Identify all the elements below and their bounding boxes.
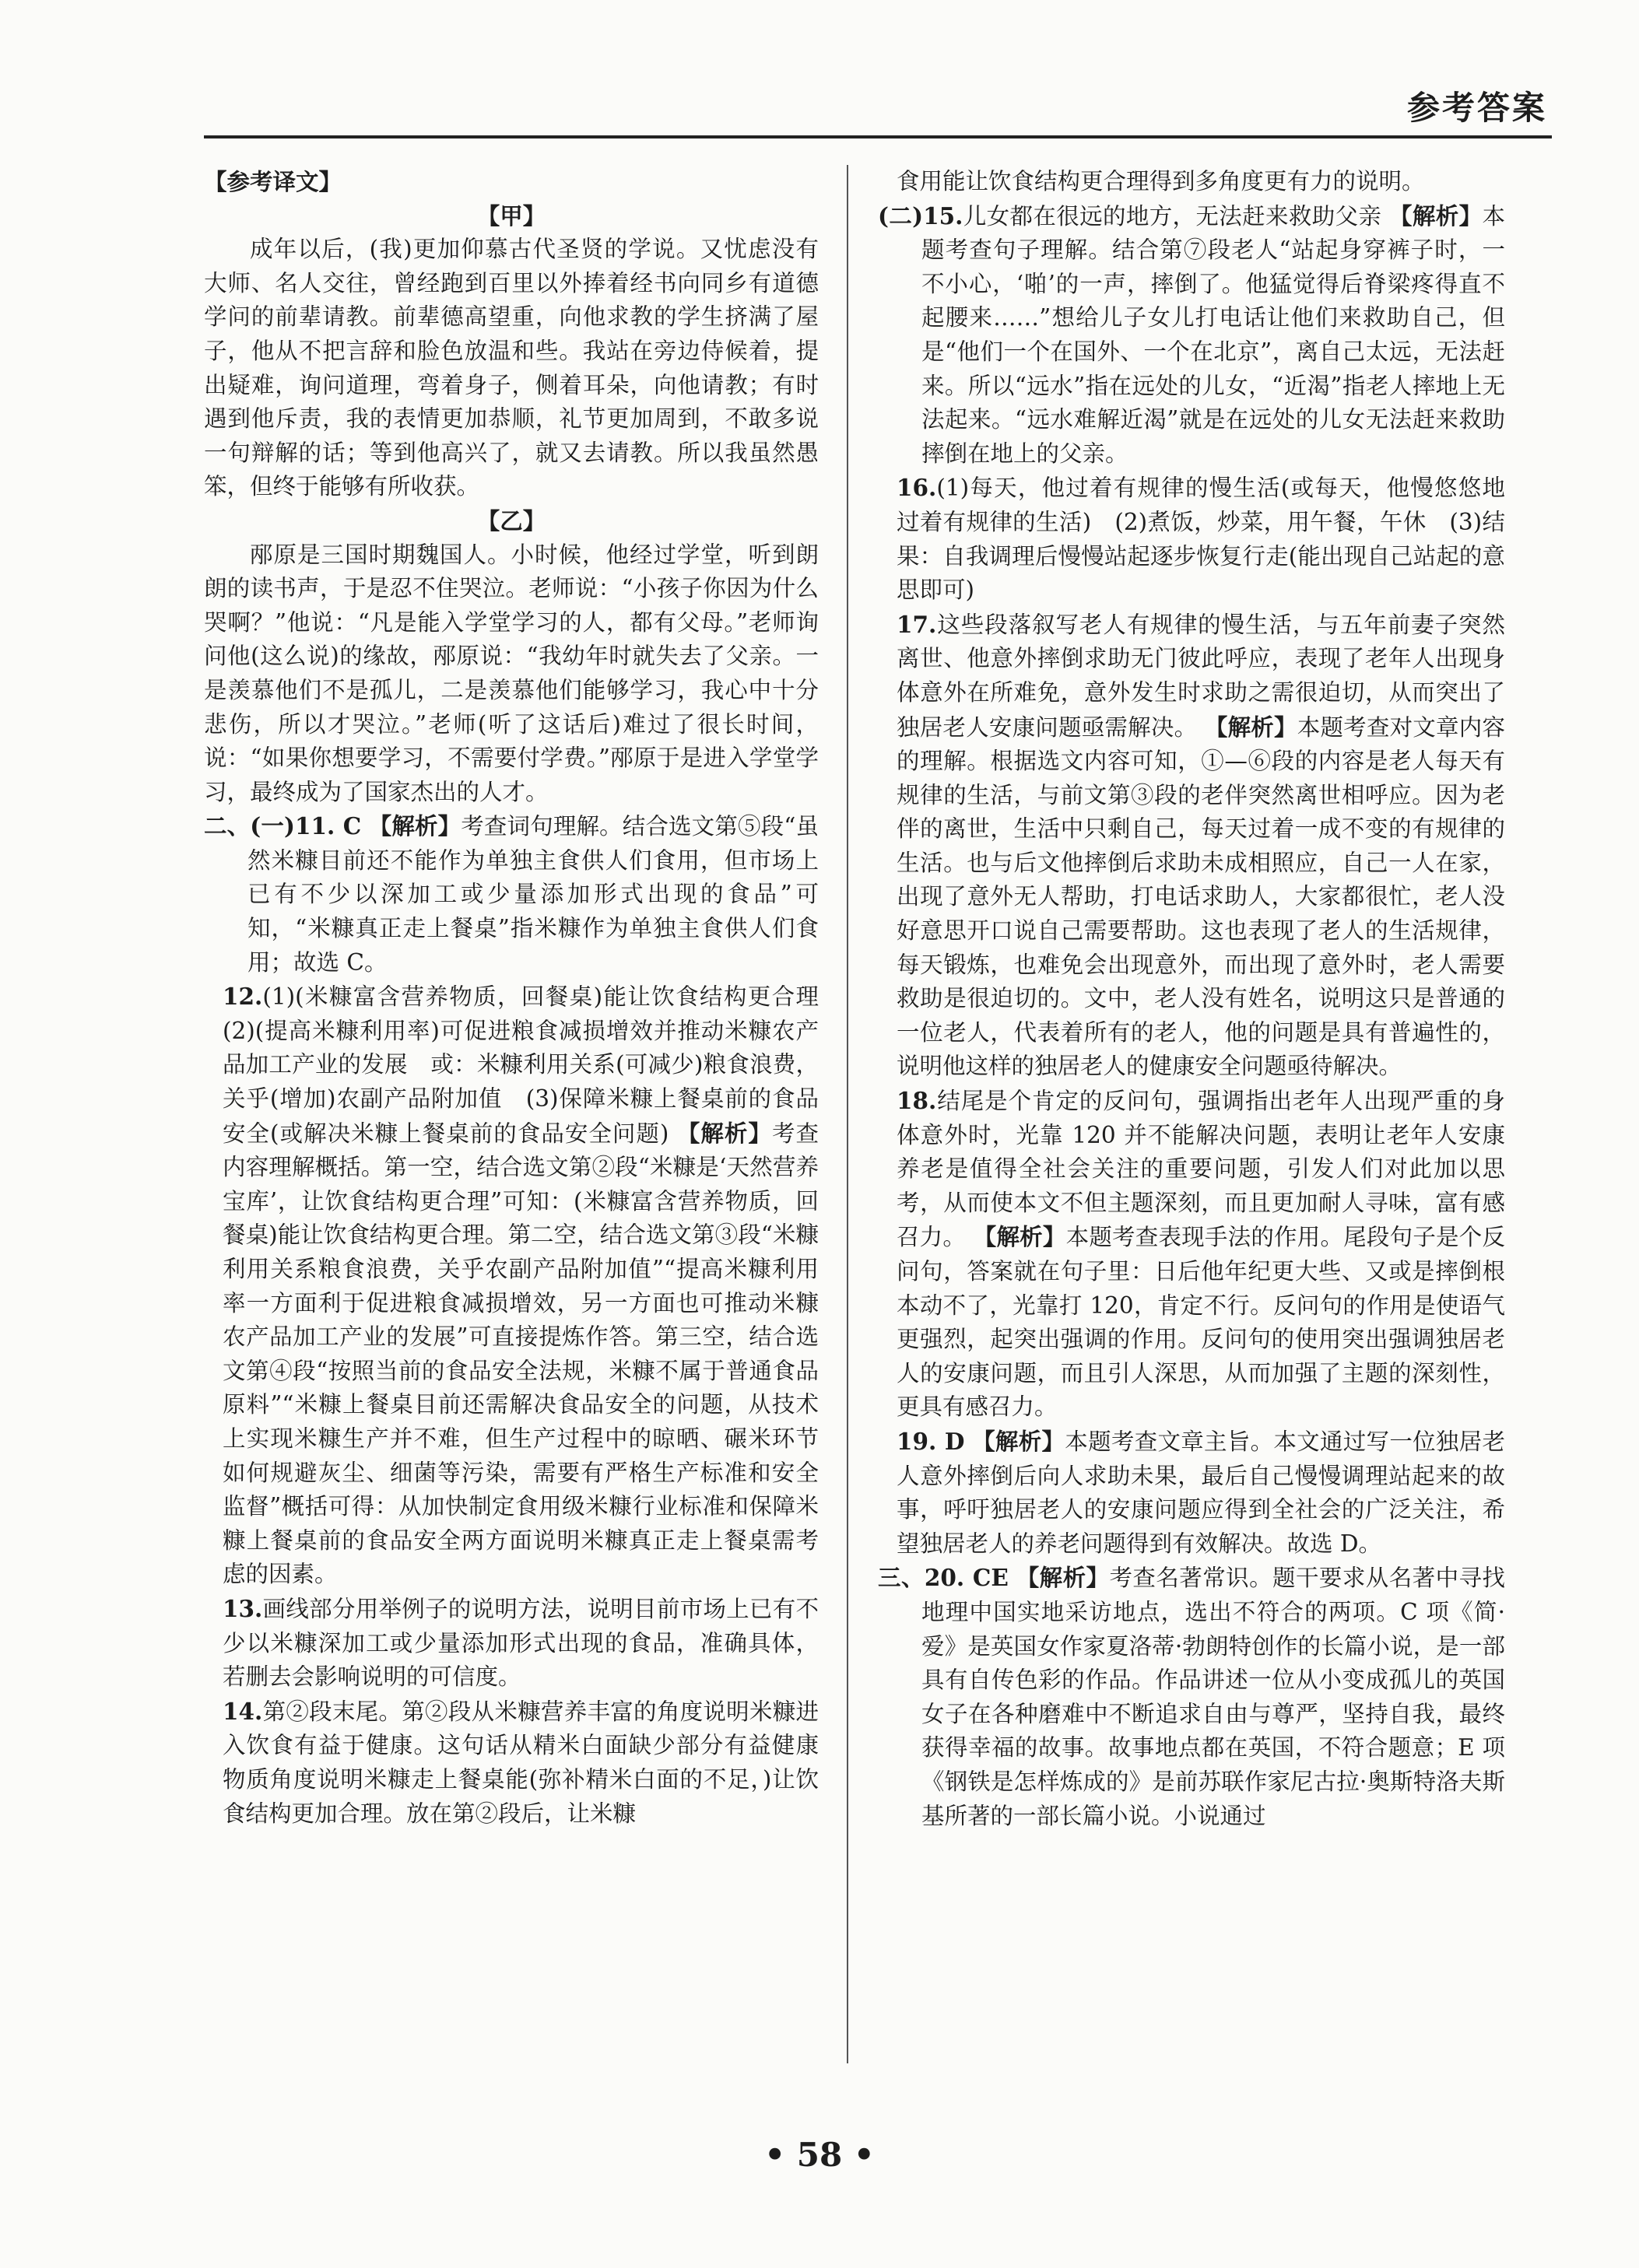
answer-14 bbox=[204, 1695, 819, 1831]
answer-text: 考查词句理解。结合选文第⑤段“虽然米糠目前还不能作为单独主食供人们食用，但市场上已有不少以深加工或少量添加形式出现的食品”可知，“米糠真正走上餐桌”指米糠作为单独主食供人们食用；故选 C。 bbox=[247, 813, 819, 976]
paragraph-yi: 邴原是三国时期魏国人。小时候，他经过学堂，听到朗朗的读书声，于是忍不住哭泣。老师说：“小孩子你因为什么哭啊？”他说：“凡是能入学堂学习的人，都有父母。”老师询问他(这么说)的缘故，邴原说：“我幼年时就失去了父亲。一是羡慕他们不是孤儿，二是羡慕他们能够学习，我心中十分悲伤，所以才哭泣。”老师(听了这话后)难过了很长时间，说：“如果你想要学习，不需要付学费。”邴原于是进入学堂学习，最终成为了国家杰出的人才。 bbox=[204, 541, 819, 805]
answer-19 bbox=[878, 1425, 1505, 1561]
column-divider bbox=[847, 165, 848, 2063]
answer-number: 18. bbox=[897, 1087, 937, 1115]
analysis-text: 考查内容理解概括。第一空，结合选文第②段“米糠是‘天然营养宝库’，让饮食结构更合理”可知：(米糠富含营养物质，回餐桌)能让饮食结构更合理。第二空，结合选文第③段“米糠利用关系粮食浪费，关乎农副产品附加值”“提高米糠利用率一方面利于促进粮食减损增效，另一方面也可推动米糠农产品加工产业的发展”可直接提炼作答。第三空，结合选文第④段“按照当前的食品安全法规，米糠不属于普通食品原料”“米糠上餐桌目前还需解决食品安全的问题，从技术上实现米糠生产并不难，但生产过程中的晾晒、碾米环节如何规避灰尘、细菌等污染，需要有严格生产标准和安全监督”概括可得：从加快制定食用级米糠行业标准和保障米糠上餐桌前的食品安全两方面说明米糠真正走上餐桌需考虑的因素。 bbox=[223, 1120, 819, 1588]
answer-text: (1)(米糠富含营养物质，回餐桌)能让饮食结构更合理 (2)(提高米糠利用率)可促进粮食减损增效并推动米糠农产品加工产业的发展 或：米糠利用关系(可减少)粮食浪费，关乎(增加)农副产品附加值 (3)保障米糠上餐桌前的食品安全(或解决米糠上餐桌前的食品安全问题) bbox=[223, 983, 842, 1147]
answer-12 bbox=[204, 980, 842, 1592]
analysis-label: 【解析】 bbox=[1389, 202, 1483, 230]
answer-text: (1)每天，他过着有规律的慢生活(或每天，他慢悠悠地过着有规律的生活) (2)煮饭，炒菜，用午餐，午休 (3)结果：自我调理后慢慢站起逐步恢复行走(能出现自己站起的意思即可) bbox=[897, 475, 1505, 604]
subheading-yi: 【乙】 bbox=[476, 507, 546, 535]
answer-text: 这些段落叙写老人有规律的慢生活，与五年前妻子突然离世、他意外摔倒求助无门彼此呼应，表现了老年人出现身体意外在所难免，意外发生时求助之需很迫切，从而突出了独居老人安康问题亟需解决。 bbox=[897, 611, 1505, 741]
left-column bbox=[204, 165, 842, 1831]
answer-number: 三、20. CE bbox=[878, 1564, 1009, 1592]
analysis-label: 【解析】 bbox=[1204, 713, 1297, 741]
answer-number: 12. bbox=[223, 983, 263, 1011]
section-heading: 【参考译文】 bbox=[204, 168, 342, 195]
answer-text: 画线部分用举例子的说明方法，说明目前市场上已有不少以米糠深加工或少量添加形式出现的食品，准确具体，若删去会影响说明的可信度。 bbox=[223, 1595, 819, 1691]
answer-13 bbox=[204, 1592, 819, 1695]
right-column bbox=[878, 165, 1505, 1833]
analysis-text: 本题考查表现手法的作用。尾段句子是个反问句，答案就在句子里：日后他年纪更大些、又或是摔倒根本动不了，光靠打 120，肯定不行。反问句的作用是使语气更强烈，起突出强调的作用。反问句的使用突出强调独居老人的安康问题，而且引人深思，从而加强了主题的深刻性，更具有感召力。 bbox=[897, 1224, 1505, 1421]
answer-number: 14. bbox=[223, 1697, 263, 1725]
analysis-label: 【解析】 bbox=[972, 1427, 1065, 1455]
answer-number: 19. D bbox=[897, 1427, 965, 1455]
analysis-text: 本题考查对文章内容的理解。根据选文内容可知，①—⑥段的内容是老人每天有规律的生活，与前文第③段的老伴突然离世相呼应。因为老伴的离世，生活中只剩自己，每天过着一成不变的有规律的生活。也与后文他摔倒后求助未成相照应，自己一人在家，出现了意外无人帮助，打电话求助人，大家都很忙，老人没好意思开口说自己需要帮助。这也表现了老人的生活规律，每天锻炼，也难免会出现意外，而出现了意外时，老人需要救助是很迫切的。文中，老人没有姓名，说明这只是普通的一位老人，代表着所有的老人，他的问题是具有普遍性的，说明他这样的独居老人的健康安全问题亟待解决。 bbox=[897, 713, 1505, 1080]
paragraph-jia: 成年以后，(我)更加仰慕古代圣贤的学说。又忧虑没有大师、名人交往，曾经跑到百里以外捧着经书向同乡有道德学问的前辈请教。前辈德高望重，向他求教的学生挤满了屋子，他从不把言辞和脸色放温和些。我站在旁边侍候着，提出疑难，询问道理，弯着身子，侧着耳朵，向他请教；有时遇到他斥责，我的表情更加恭顺，礼节更加周到，不敢多说一句辩解的话；等到他高兴了，就又去请教。所以我虽然愚笨，但终于能够有所收获。 bbox=[204, 236, 819, 500]
answer-number: 17. bbox=[897, 610, 937, 638]
answer-20 bbox=[878, 1561, 1505, 1833]
analysis-label: 【解析】 bbox=[368, 812, 462, 840]
analysis-text: 本题考查句子理解。结合第⑦段老人“站起身穿裤子时，一不小心，‘啪’的一声，摔倒了。他猛觉得后脊梁疼得直不起腰来……”想给儿子女儿打电话让他们来救助自己，但是“他们一个在国外、一个在北京”，离自己太远，无法赶来。所以“远水”指在远处的儿女，“近渴”指老人摔地上无法起来。“远水难解近渴”就是在远处的儿女无法赶来救助摔倒在地上的父亲。 bbox=[921, 202, 1505, 467]
answer-16 bbox=[878, 471, 1505, 607]
analysis-label: 【解析】 bbox=[676, 1119, 772, 1147]
answer-number: 13. bbox=[223, 1594, 263, 1622]
answer-11 bbox=[204, 809, 819, 980]
answer-number: (二)15. bbox=[878, 202, 963, 230]
analysis-label: 【解析】 bbox=[973, 1223, 1066, 1251]
answer-text: 考查名著常识。题干要求从名著中寻找地理中国实地采访地点，选出不符合的两项。C 项《简·爱》是英国女作家夏洛蒂·勃朗特创作的长篇小说，是一部具有自传色彩的作品。作品讲述一位从小变成孤儿的英国女子在各种磨难中不断追求自由与尊严，坚持自我，最终获得幸福的故事。故事地点都在英国，不符合题意；E 项《钢铁是怎样炼成的》是前苏联作家尼古拉·奥斯特洛夫斯基所著的一部长篇小说。小说通过 bbox=[921, 1565, 1505, 1829]
page-header-title: 参考答案 bbox=[1406, 89, 1547, 127]
answer-text: 结尾是个肯定的反问句，强调指出老年人出现严重的身体意外时，光靠 120 并不能解决问题，表明让老年人安康养老是值得全社会关注的重要问题，引发人们对此加以思考，从而使本文不但主题深刻，而且更加耐人寻味，富有感召力。 bbox=[897, 1088, 1505, 1251]
answer-17 bbox=[878, 608, 1505, 1084]
answer-15 bbox=[878, 199, 1505, 471]
answer-text: 第②段末尾。第②段从米糠营养丰富的角度说明米糠进入饮食有益于健康。这句话从精米白面缺少部分有益健康物质角度说明米糠走上餐桌能(弥补精米白面的不足，)让饮食结构更加合理。放在第②段后，让米糠 bbox=[223, 1698, 819, 1827]
answer-number: 16. bbox=[897, 474, 937, 502]
page-number: • 58 • bbox=[764, 2136, 875, 2174]
answer-text: 本题考查文章主旨。本文通过写一位独居老人意外摔倒后向人求助未果，最后自己慢慢调理站起来的故事，呼吁独居老人的安康问题应得到全社会的广泛关注，希望独居老人的养老问题得到有效解决。故选 D。 bbox=[897, 1428, 1505, 1557]
analysis-label: 【解析】 bbox=[1016, 1564, 1110, 1592]
header-divider bbox=[204, 135, 1552, 138]
answer-number: 二、(一)11. C bbox=[204, 812, 362, 840]
answer-18 bbox=[878, 1084, 1505, 1425]
answer-14-continued: 食用能让饮食结构更合理得到多角度更有力的说明。 bbox=[897, 168, 1425, 195]
answer-text: 儿女都在很远的地方，无法赶来救助父亲 bbox=[963, 202, 1382, 230]
subheading-jia: 【甲】 bbox=[476, 202, 546, 230]
